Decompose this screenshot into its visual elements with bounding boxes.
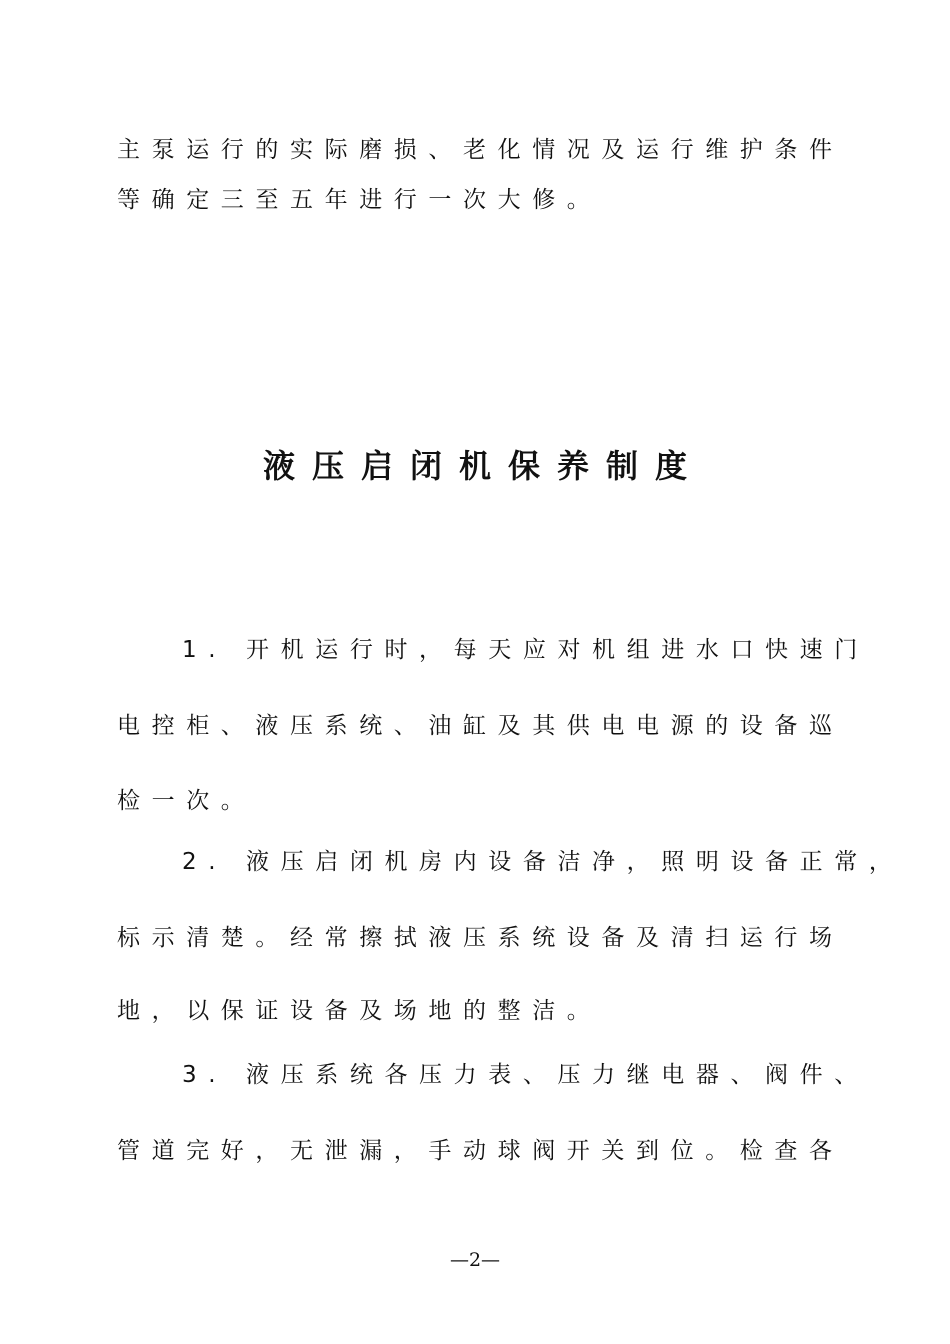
item-1-line-2: 电控柜、液压系统、油缸及其供电电源的设备巡 [117,713,844,739]
item-3-line-2: 管道完好，无泄漏，手动球阀开关到位。检查各 [117,1138,844,1164]
item-1-line-3: 检一次。 [117,788,256,814]
page-number: —2— [449,1249,501,1271]
item-2-line-1: 2. 液压启闭机房内设备洁净，照明设备正常， [182,849,904,875]
item-2-line-3: 地，以保证设备及场地的整洁。 [117,998,602,1024]
item-3-line-1: 3. 液压系统各压力表、压力继电器、阀件、 [182,1062,869,1088]
item-2-line-2: 标示清楚。经常擦拭液压系统设备及清扫运行场 [117,925,844,951]
item-1-line-1: 1. 开机运行时，每天应对机组进水口快速门 [182,637,869,663]
intro-line-1: 主泵运行的实际磨损、老化情况及运行维护条件 [117,137,844,163]
section-title: 液压启闭机保养制度 [262,447,704,485]
intro-line-2: 等确定三至五年进行一次大修。 [117,187,602,213]
